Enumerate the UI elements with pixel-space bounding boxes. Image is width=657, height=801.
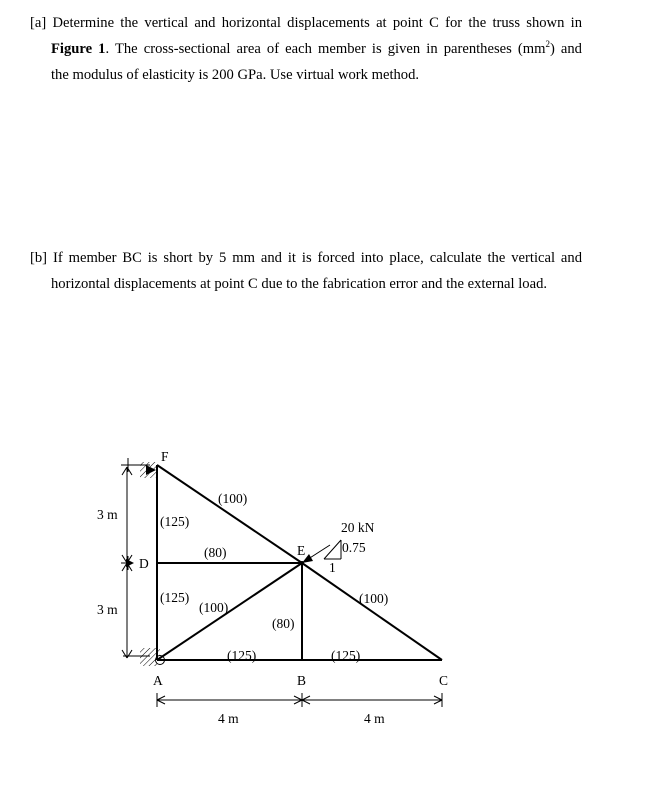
node-label-b: B (297, 673, 307, 688)
member-ec (302, 563, 442, 660)
area-de: (80) (204, 545, 227, 560)
load-arrow (302, 545, 330, 563)
area-ae: (100) (199, 600, 229, 615)
figure-reference: Figure 1 (51, 41, 106, 57)
node-label-e: E (297, 543, 306, 558)
horizontal-dimension-line (157, 693, 442, 707)
part-a-line-2: Figure 1. The cross-sectional area of each member is given in parentheses $(mm^2)$ and (51, 39, 582, 57)
area-eb: (80) (272, 616, 295, 631)
node-label-d: D (139, 556, 149, 571)
load-slope-run: 0.75 (342, 540, 366, 555)
dim-bottom-left: 4 m (218, 711, 239, 726)
area-fe: (100) (218, 491, 248, 506)
area-ec: (100) (359, 591, 389, 606)
support-a (123, 648, 165, 666)
dim-bottom-right: 4 m (364, 711, 385, 726)
dim-left-upper: 3 m (97, 507, 118, 522)
load-magnitude: 20 kN (341, 520, 375, 535)
load-slope-triangle (324, 540, 341, 559)
member-ae (157, 563, 302, 660)
area-bc: (125) (331, 648, 361, 663)
part-b-line-1: [b] If member BC is short by 5 mm and it is forced into place, calculate the vertical and (30, 250, 583, 266)
dim-left-lower: 3 m (97, 602, 118, 617)
node-label-f: F (161, 449, 169, 464)
part-a-line-3: the modulus of elasticity is 200 GPa. Use virtual work method. (51, 67, 420, 83)
node-label-c: C (439, 673, 449, 688)
part-b-label: [b] (30, 250, 48, 266)
part-a-line-1: [a] Determine the vertical and horizontal displacements at point C for the truss shown in (30, 15, 583, 31)
area-fa-upper: (125) (160, 514, 190, 529)
node-label-a: A (153, 673, 163, 688)
area-ab: (125) (227, 648, 257, 663)
load-slope-rise: 1 (329, 560, 336, 575)
area-da-lower: (125) (160, 590, 190, 605)
part-a-label: [a] (30, 15, 47, 31)
part-b-line-2: horizontal displacements at point C due to the fabrication error and the external load. (51, 276, 548, 292)
